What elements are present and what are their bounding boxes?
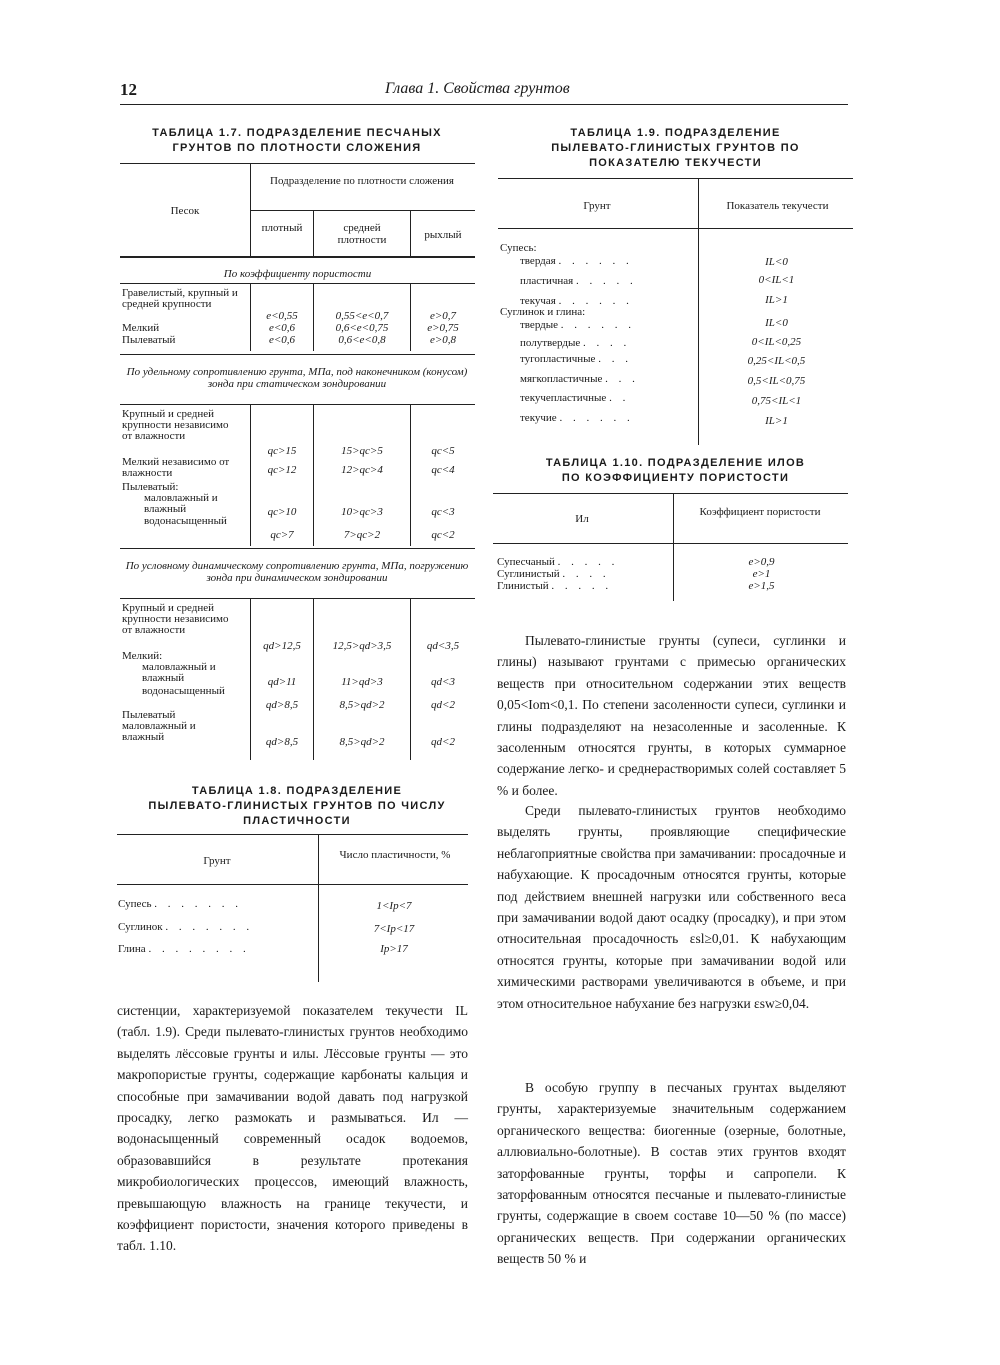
col-header-loose: рыхлый — [424, 229, 462, 241]
table-1-8-caption — [112, 784, 482, 829]
col-header-plasticity: Число пластичности, % — [339, 849, 451, 861]
table-col-rule — [313, 598, 314, 760]
cell: qd<3,5 — [426, 640, 460, 652]
cell: 0<IL<1 — [758, 274, 795, 286]
row-label-text: Суглинистый — [497, 568, 560, 580]
table-col-rule — [410, 598, 411, 760]
header-rule — [120, 104, 848, 105]
table-col-rule — [698, 178, 699, 445]
cell: 0,25<IL<0,5 — [747, 355, 806, 367]
cell: e<0,6 — [268, 322, 296, 334]
cell: IL<0 — [765, 317, 788, 329]
row-label — [520, 393, 629, 404]
row-label — [520, 413, 634, 424]
table-1-10-caption — [498, 456, 853, 486]
row-label-text: Суглинок — [118, 921, 163, 933]
table-col-rule — [250, 598, 251, 760]
table-col-rule — [313, 404, 314, 546]
paragraph: Среди пылевато-глинистых грунтов необходимо выделять грунты, проявляющие специфические неблагоприятные свойства при замачивании: просадочные и набухающие. К просадочным относятся грунты, которые под действием внешней нагрузки или собственного веса при замачивании водой дают осадку (просадку), и при этом относительная просадочность εsl≥0,01. К набухающим относятся грунты, которые при замачивании водой или химическими растворами увеличиваются в объеме, и при этом относительное набухание без нагрузки εsw≥0,04. — [497, 803, 846, 1011]
cell: e>1,5 — [748, 580, 775, 592]
row-label: Супесь: — [500, 242, 537, 254]
cell: 0,5<IL<0,75 — [747, 375, 806, 387]
cell: 0<IL<0,25 — [751, 336, 802, 348]
cell: 10>qc>3 — [341, 506, 383, 518]
table-col-rule — [313, 283, 314, 351]
row-label-text: Супесчаный — [497, 556, 555, 568]
cell: IL>1 — [765, 415, 788, 427]
dot-leaders: . . . . . — [557, 556, 619, 568]
row-label: Мелкий — [122, 322, 160, 334]
cell: 7>qc>2 — [343, 529, 381, 541]
dot-leaders: . . . . . . . . — [148, 943, 250, 955]
col-header-density-group: Подразделение по плотности сложения — [270, 175, 454, 187]
row-label — [520, 374, 639, 385]
col-header-soil: Грунт — [203, 855, 231, 867]
section-title: По коэффициенту пористости — [223, 268, 372, 280]
paragraph: Пылевато-глинистые грунты (супеси, суглинки и глины) называют грунтами с примесью органических веществ при относительном содержании этих веществ 0,05<Iom<0,1. По степени засоленности супеси, суглинки и глины подразделяют на незасоленные и засоленные. К засоленным относятся грунты, в которых суммарное содержание легко- и среднерастворимых солей составляет 5 % и более. — [497, 633, 846, 798]
row-label — [520, 354, 632, 365]
cell: e>0,75 — [427, 322, 459, 334]
caption-line: ПО КОЭФФИЦИЕНТУ ПОРИСТОСТИ — [561, 472, 790, 484]
row-label: Мелкий: — [122, 650, 163, 662]
table-col-rule — [410, 283, 411, 351]
cell: 0,6<e<0,8 — [338, 334, 386, 346]
caption-line: ТАБЛИЦА 1.10. ПОДРАЗДЕЛЕНИЕ ИЛОВ — [545, 457, 806, 469]
cell: qd>8,5 — [265, 736, 299, 748]
cell: e>0,9 — [748, 556, 775, 568]
row-label-text: твердые — [520, 319, 559, 331]
cell: 8,5>qd>2 — [339, 699, 385, 711]
page-number: 12 — [120, 80, 137, 99]
cell: e>0,8 — [429, 334, 457, 346]
cell: 11>qd>3 — [341, 676, 383, 688]
col-header-dense: плотный — [261, 222, 303, 234]
table-col-rule — [313, 211, 314, 256]
row-label-text: твердая — [520, 255, 556, 267]
col-header-medium: средней плотности — [337, 222, 387, 246]
row-label: водонасыщенный — [144, 515, 227, 527]
cell: IL<0 — [765, 256, 788, 268]
dot-leaders: . . . . . . . — [165, 921, 254, 933]
col-header-porosity: Коэффициент пористости — [699, 506, 821, 518]
table-rule — [250, 210, 475, 211]
dot-leaders: . . . — [605, 373, 639, 385]
dot-leaders: . . . . . — [575, 275, 637, 287]
cell: Ip>17 — [380, 943, 408, 955]
caption-line: ПОКАЗАТЕЛЮ ТЕКУЧЕСТИ — [589, 157, 762, 169]
cell: qd>11 — [267, 676, 297, 688]
cell: qd<2 — [431, 736, 455, 748]
row-label: Суглинок и глина: — [500, 306, 586, 318]
caption-line: ТАБЛИЦА 1.9. ПОДРАЗДЕЛЕНИЕ — [570, 127, 781, 139]
row-label: Крупный и средней крупности независимо от влажности — [122, 602, 229, 636]
row-label — [520, 320, 635, 331]
row-label-text: текучая — [520, 295, 556, 307]
cell: qc<3 — [431, 506, 455, 518]
table-col-rule — [410, 404, 411, 546]
row-label-text: текучие — [520, 412, 557, 424]
dot-leaders: . . . . . . . — [154, 898, 243, 910]
table-rule — [117, 884, 468, 885]
dot-leaders: . . . . . . — [558, 295, 633, 307]
cell: qc>10 — [267, 506, 297, 518]
row-label — [520, 338, 630, 349]
caption-line: ГРУНТОВ ПО ПЛОТНОСТИ СЛОЖЕНИЯ — [172, 142, 422, 154]
cell: 15>qc>5 — [341, 445, 383, 457]
cell: qc>12 — [267, 464, 297, 476]
row-label: Пылеватый маловлажный и влажный — [122, 709, 196, 743]
row-label: Пылеватый — [122, 334, 176, 346]
paragraph: систенции, характеризуемой показателем текучести IL (табл. 1.9). Среди пылевато-глинистых грунтов необходимо выделять лёссовые грунты и илы. Лёссовые грунты — это макропористые грунты, содержащие карбонаты кальция и способные при замачивании водой давать под нагрузкой просадку, легко размокать и размываться. Ил — водонасыщенный современный осадок водоемов, образовавшийся в результате протекания микробиологических процессов, имеющий влажность, превышающую влажность на границе текучести, и коэффициент пористости, значения которого приведены в табл. 1.10. — [117, 1003, 468, 1254]
dot-leaders: . . . . . — [551, 580, 613, 592]
row-label: Пылеватый: — [122, 481, 179, 493]
row-label — [497, 557, 618, 568]
dot-leaders: . . . — [598, 353, 632, 365]
caption-line: ТАБЛИЦА 1.7. ПОДРАЗДЕЛЕНИЕ ПЕСЧАНЫХ — [152, 127, 442, 139]
row-label-text: тугопластичные — [520, 353, 596, 365]
dot-leaders: . . . . . . — [559, 412, 634, 424]
caption-line: ТАБЛИЦА 1.8. ПОДРАЗДЕЛЕНИЕ — [191, 785, 403, 797]
row-label-text: Супесь — [118, 898, 152, 910]
table-rule — [493, 543, 848, 544]
table-rule — [120, 354, 475, 355]
dot-leaders: . . . . . . — [560, 319, 636, 331]
cell: 0,6<e<0,75 — [335, 322, 389, 334]
row-label — [118, 922, 253, 933]
cell: qc>15 — [267, 445, 297, 457]
table-rule — [493, 493, 848, 494]
cell: e>1 — [752, 568, 771, 580]
cell: qd>12,5 — [263, 640, 301, 652]
col-header-liquidity: Показатель текучести — [726, 200, 829, 212]
table-rule — [120, 598, 475, 599]
cell: qc>7 — [270, 529, 294, 541]
table-col-rule — [250, 404, 251, 546]
table-rule — [120, 283, 475, 284]
table-rule — [120, 163, 475, 164]
col-header-soil: Грунт — [583, 200, 611, 212]
row-label: Гравелистый, крупный и средней крупности — [122, 287, 238, 310]
cell: 8,5>qd>2 — [339, 736, 385, 748]
cell: qc<5 — [431, 445, 455, 457]
dot-leaders: . . — [609, 392, 630, 404]
row-label-text: Глинистый — [497, 580, 549, 592]
row-label — [520, 256, 633, 267]
cell: 7<Ip<17 — [373, 923, 415, 935]
row-label: водонасыщенный — [142, 685, 225, 697]
row-label — [118, 944, 250, 955]
dot-leaders: . . . . . . — [558, 255, 633, 267]
table-rule — [498, 228, 853, 229]
row-label — [520, 276, 637, 287]
table-col-rule — [318, 834, 319, 982]
table-1-9-caption — [498, 126, 853, 171]
col-header-silt: Ил — [575, 513, 589, 525]
row-label: Мелкий независимо от влажности — [122, 456, 230, 479]
cell: IL>1 — [765, 294, 788, 306]
paragraph: В особую группу в песчаных грунтах выделяют грунты, характеризуемые значительным содержанием органического вещества: биогенные (озерные, болотные, аллювиально-болотные). В состав этих грунтов входят заторфованные грунты, торфы и сапропели. К заторфованным относятся песчаные и пылевато-глинистые грунты, содержащие в своем составе 10—50 % (по массе) органических веществ. При содержании органических веществ 50 % и — [497, 1080, 846, 1267]
table-col-rule — [250, 283, 251, 351]
cell: qd<2 — [431, 699, 455, 711]
section-title: По условному динамическому сопротивлению грунта, МПа, погружению зонда при динамическом зондировании — [125, 560, 469, 584]
col-header-sand: Песок — [170, 205, 200, 217]
cell: e<0,55 — [266, 310, 298, 322]
caption-line: ПЫЛЕВАТО-ГЛИНИСТЫХ ГРУНТОВ ПО ЧИСЛУ — [148, 800, 446, 812]
cell: qd>8,5 — [265, 699, 299, 711]
cell: 0,75<IL<1 — [751, 395, 802, 407]
row-label-text: мягкопластичные — [520, 373, 603, 385]
section-title: По удельному сопротивлению грунта, МПа, под наконечником (конусом) зонда при статическом зондировании — [126, 366, 468, 390]
cell: e>0,7 — [429, 310, 457, 322]
row-label — [118, 899, 242, 910]
cell: 1<Ip<7 — [376, 900, 412, 912]
cell: qc<4 — [431, 464, 455, 476]
row-label: маловлажный и влажный — [144, 492, 218, 515]
cell: qc<2 — [431, 529, 455, 541]
cell: qd<3 — [431, 676, 455, 688]
cell: e<0,6 — [268, 334, 296, 346]
row-label — [497, 581, 612, 592]
table-rule — [117, 834, 468, 835]
table-rule — [120, 548, 475, 549]
table-1-7-caption — [118, 126, 476, 156]
row-label — [497, 569, 610, 580]
cell: 12,5>qd>3,5 — [332, 640, 392, 652]
table-col-rule — [410, 211, 411, 256]
row-label-text: Глина — [118, 943, 146, 955]
chapter-title: Глава 1. Свойства грунтов — [385, 80, 570, 97]
dot-leaders: . . . . — [583, 337, 631, 349]
table-rule — [120, 404, 475, 405]
row-label-text: полутвердые — [520, 337, 581, 349]
row-label: Крупный и средней крупности независимо от влажности — [122, 408, 229, 442]
cell: 12>qc>4 — [341, 464, 383, 476]
cell: 0,55<e<0,7 — [335, 310, 389, 322]
row-label-text: текучепластичные — [520, 392, 607, 404]
dot-leaders: . . . . — [562, 568, 610, 580]
caption-line: ПЫЛЕВАТО-ГЛИНИСТЫХ ГРУНТОВ ПО — [551, 142, 800, 154]
row-label-text: пластичная — [520, 275, 574, 287]
caption-line: ПЛАСТИЧНОСТИ — [243, 815, 351, 827]
table-rule — [498, 178, 853, 179]
table-rule — [120, 256, 475, 258]
table-col-rule — [673, 493, 674, 601]
row-label: маловлажный и влажный — [142, 661, 216, 684]
